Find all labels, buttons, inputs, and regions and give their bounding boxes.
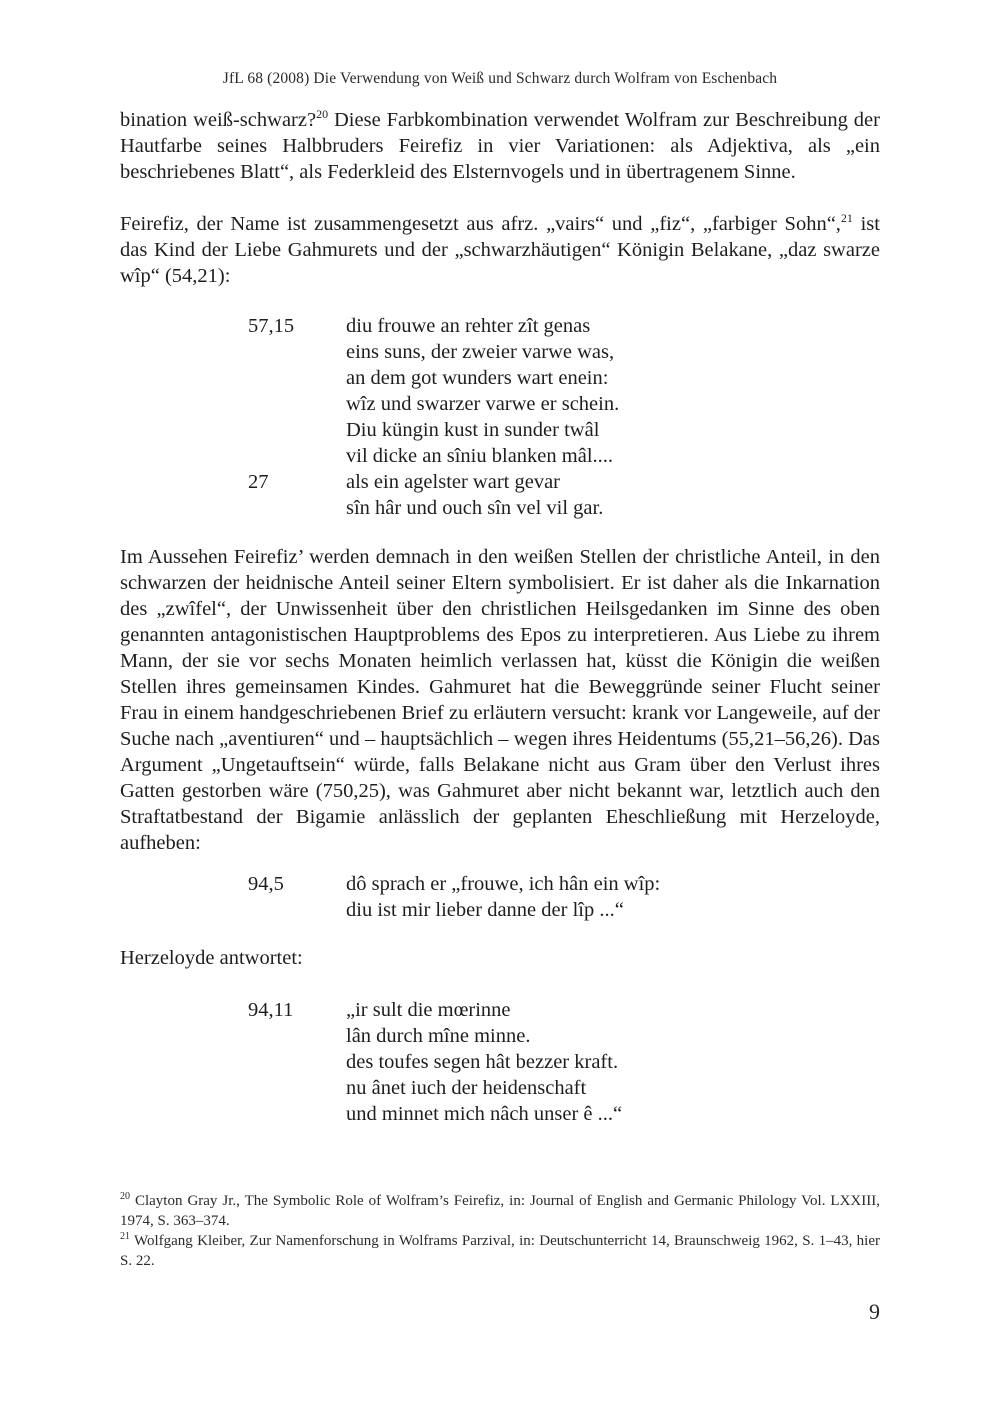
verse-line: an dem got wunders wart enein: bbox=[346, 367, 609, 389]
verse-row bbox=[120, 997, 880, 1023]
footnotes bbox=[120, 1191, 880, 1271]
verse-number: 94,11 bbox=[248, 999, 294, 1021]
verse-line: nu ânet iuch der heidenschaft bbox=[346, 1077, 587, 1099]
verse-row bbox=[120, 443, 880, 469]
verse-row bbox=[120, 897, 880, 923]
paragraph-1 bbox=[120, 107, 880, 185]
interlude-line: Herzeloyde antwortet: bbox=[120, 947, 303, 969]
verse-line: lân durch mîne minne. bbox=[346, 1025, 531, 1047]
footnote-text: Clayton Gray Jr., The Symbolic Role of Wolfram’s Feirefiz, in: Journal of English and Germanic Philology Vol. LXXIII, 1974, S. 363–374. bbox=[120, 1193, 880, 1229]
verse-row bbox=[120, 391, 880, 417]
footnote-ref-20[interactable]: 20 bbox=[316, 107, 329, 122]
verse-row bbox=[120, 339, 880, 365]
page-number: 9 bbox=[869, 1299, 880, 1324]
footnote-text: Wolfgang Kleiber, Zur Namenforschung in Wolframs Parzival, in: Deutschunterricht 14, Braunschweig 1962, S. 1–43, hier S. 22. bbox=[120, 1233, 880, 1269]
verse-row bbox=[120, 1101, 880, 1127]
verse-line: und minnet mich nâch unser ê ...“ bbox=[346, 1103, 623, 1125]
verse-line: vil dicke an sîniu blanken mâl.... bbox=[346, 445, 614, 467]
verse-quotation-3 bbox=[120, 997, 880, 1127]
verse-line: eins suns, der zweier varwe was, bbox=[346, 341, 615, 363]
verse-number: 57,15 bbox=[248, 315, 295, 337]
footnote-21 bbox=[120, 1231, 880, 1271]
verse-line: dô sprach er „frouwe, ich hân ein wîp: bbox=[346, 873, 661, 895]
verse-quotation-1 bbox=[120, 313, 880, 521]
verse-row bbox=[120, 1049, 880, 1075]
verse-row bbox=[120, 495, 880, 521]
verse-row bbox=[120, 1075, 880, 1101]
verse-line: des toufes segen hât bezzer kraft. bbox=[346, 1051, 619, 1073]
running-header: JfL 68 (2008) Die Verwendung von Weiß und Schwarz durch Wolfram von Eschenbach bbox=[222, 70, 778, 87]
verse-number: 94,5 bbox=[248, 873, 284, 895]
footnote-number: 20 bbox=[120, 1191, 130, 1202]
verse-line: sîn hâr und ouch sîn vel vil gar. bbox=[346, 497, 604, 519]
verse-row bbox=[120, 1023, 880, 1049]
paragraph-3 bbox=[120, 544, 880, 856]
paragraph-2 bbox=[120, 211, 880, 289]
verse-row bbox=[120, 365, 880, 391]
footnote-20 bbox=[120, 1191, 880, 1231]
verse-line: diu frouwe an rehter zît genas bbox=[346, 315, 591, 337]
paragraph-1-rest: Diese Farbkombination verwendet Wolfram zur Beschreibung der Hautfarbe seines Halbbruders Feirefiz in vier Variationen: als Adjektiva, als „ein beschriebenes Blatt“, als Federkleid des Elsternvogels und in übertragenem Sinne. bbox=[120, 109, 880, 183]
verse-line: Diu küngin kust in sunder twâl bbox=[346, 419, 600, 441]
paragraph-3-text: Im Aussehen Feirefiz’ werden demnach in den weißen Stellen der christliche Anteil, in den schwarzen der heidnische Anteil seiner Eltern symbolisiert. Er ist daher als die Inkarnation des „zwîfel“, der Unwissenheit über den christlichen Heilsgedanken im Sinne des oben genannten antagonistischen Hauptproblems des Epos zu interpretieren. Aus Liebe zu ihrem Mann, der sie vor sechs Monaten heimlich verlassen hat, küsst die Königin die weißen Stellen ihres gemeinsamen Kindes. Gahmuret hat die Beweggründe seiner Flucht seiner Frau in einem handgeschriebenen Brief zu erläutern versucht: krank vor Langeweile, auf der Suche nach „aventiuren“ und – hauptsächlich – wegen ihres Heidentums (55,21–56,26). Das Argument „Ungetauftsein“ würde, falls Belakane nicht aus Gram über den Verlust ihres Gatten gestorben wäre (750,25), was Gahmuret aber nicht bekannt war, letztlich auch den Straftatbestand der Bigamie anlässlich der geplanten Eheschließung mit Herzeloyde, aufheben: bbox=[120, 546, 880, 854]
verse-line: diu ist mir lieber danne der lîp ...“ bbox=[346, 899, 624, 921]
footnote-ref-21[interactable]: 21 bbox=[840, 211, 853, 226]
verse-line: wîz und swarzer varwe er schein. bbox=[346, 393, 620, 415]
verse-quotation-2 bbox=[120, 871, 880, 923]
verse-line: „ir sult die mœrinne bbox=[346, 999, 511, 1021]
footnote-number: 21 bbox=[120, 1231, 130, 1242]
paragraph-2-rest: ist das Kind der Liebe Gahmurets und der „schwarzhäutigen“ Königin Belakane, „daz swarze wîp“ (54,21): bbox=[120, 213, 880, 287]
verse-row bbox=[120, 469, 880, 495]
verse-row bbox=[120, 417, 880, 443]
paragraph-2-lead: Feirefiz, der Name ist zusammengesetzt aus afrz. „vairs“ und „fiz“, „farbiger Sohn“, bbox=[120, 213, 841, 235]
verse-row bbox=[120, 313, 880, 339]
verse-line: als ein agelster wart gevar bbox=[346, 471, 561, 493]
verse-number: 27 bbox=[248, 471, 269, 493]
verse-row bbox=[120, 871, 880, 897]
paragraph-1-lead: bination weiß-schwarz? bbox=[120, 109, 317, 131]
